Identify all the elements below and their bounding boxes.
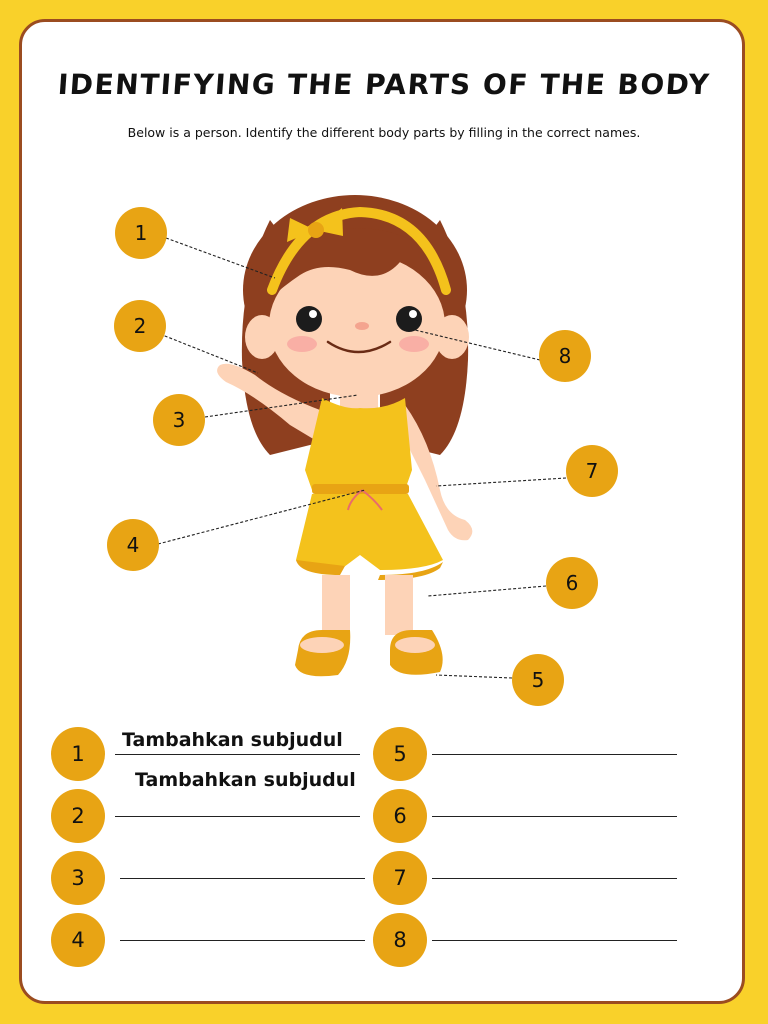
svg-text:3: 3	[172, 408, 186, 432]
svg-text:6: 6	[565, 571, 579, 595]
answer-line-7[interactable]	[432, 878, 677, 879]
instructions: Below is a person. Identify the different body parts by filling in the correct names.	[127, 125, 641, 140]
page-title: IDENTIFYING THE PARTS OF THE BODY	[56, 68, 712, 101]
answer-number-6: 6	[373, 789, 427, 843]
answer-line-6[interactable]	[432, 816, 677, 817]
answer-number-4: 4	[51, 913, 105, 967]
answer-number-1: 1	[51, 727, 105, 781]
diagram-badge-1	[115, 207, 167, 259]
answer-text-2[interactable]: Tambahkan subjudul	[135, 769, 356, 791]
answer-line-3[interactable]	[120, 878, 365, 879]
girl-illustration	[217, 195, 472, 676]
answer-line-2[interactable]	[115, 816, 360, 817]
answer-number-2: 2	[51, 789, 105, 843]
svg-text:8: 8	[558, 344, 572, 368]
svg-text:2: 2	[133, 314, 147, 338]
diagram-badge-8	[539, 330, 591, 382]
diagram-badge-3	[153, 394, 205, 446]
answer-line-1[interactable]	[115, 754, 360, 755]
answer-number-8: 8	[373, 913, 427, 967]
svg-text:4: 4	[126, 533, 140, 557]
answer-number-5: 5	[373, 727, 427, 781]
diagram-badge-5	[512, 654, 564, 706]
svg-text:5: 5	[531, 668, 545, 692]
diagram-badge-6	[546, 557, 598, 609]
answer-line-4[interactable]	[120, 940, 365, 941]
answer-number-3: 3	[51, 851, 105, 905]
svg-text:1: 1	[134, 221, 148, 245]
answer-number-7: 7	[373, 851, 427, 905]
svg-text:7: 7	[585, 459, 599, 483]
diagram-badge-4	[107, 519, 159, 571]
diagram-badge-2	[114, 300, 166, 352]
answer-line-5[interactable]	[432, 754, 677, 755]
diagram-badge-7	[566, 445, 618, 497]
answer-line-8[interactable]	[432, 940, 677, 941]
answer-text-1[interactable]: Tambahkan subjudul	[122, 729, 343, 751]
